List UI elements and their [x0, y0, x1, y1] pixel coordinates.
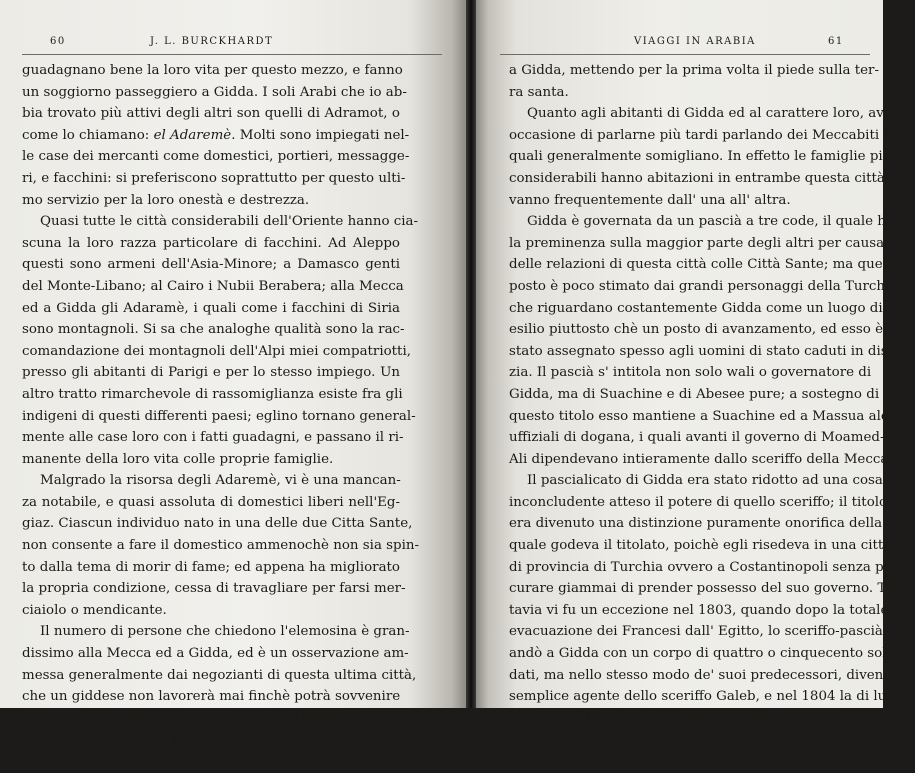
text-line: tavia vi fu un eccezione nel 1803, quando dopo la totale — [509, 602, 889, 618]
text-line: Malgrado la risorsa degli Adaremè, vi è una mancan- — [40, 473, 401, 489]
right-header-rule — [500, 54, 870, 55]
book-gutter — [466, 0, 476, 708]
text-line: che riguardano costantemente Gidda come un luogo di — [509, 300, 883, 316]
text-line: Gidda è governata da un pascià a tre code, il quale ha — [527, 214, 894, 230]
text-line-segment: . Molti sono impiegati nel- — [231, 127, 410, 143]
text-line: quali generalmente somigliano. In effetto le famiglie più — [509, 149, 892, 165]
text-line: altro tratto rimarchevole di rassomiglianza esiste fra gli — [22, 386, 403, 402]
text-line: dissimo alla Mecca ed a Gidda, ed è un osservazione am- — [22, 646, 409, 662]
text-line: antichi pascià di Gidda e della Mecca. — [509, 732, 768, 748]
text-line: Il pascialicato di Gidda era stato ridotto ad una cosa — [527, 473, 883, 489]
right-text-block — [509, 60, 915, 751]
text-line: zia. Il pascià s' intitola non solo wali o governatore di — [509, 365, 872, 381]
text-line: Quasi tutte le città considerabili dell'Oriente hanno cia- — [40, 214, 419, 230]
left-running-header — [20, 36, 450, 50]
text-line: cere di esercitare la carità nel momento nel quale sbarcano — [22, 754, 428, 769]
text-line: to dalla tema di morir di fame; ed appena ha migliorato — [22, 559, 400, 575]
text-line: andò a Gidda con un corpo di quattro o cinquecento sol- — [509, 646, 892, 662]
left-running-head: J. L. BURCKHARDT — [150, 36, 274, 47]
text-line: guadagnano bene la loro vita per questo mezzo, e fanno — [22, 63, 403, 78]
text-line: bia trovato più attivi degli altri son quelli di Adramot, o — [22, 106, 400, 122]
text-line: inconcludente atteso il potere di quello sceriffo; il titolo — [509, 494, 888, 510]
text-line: la propria condizione, cessa di travagliare per farsi mer- — [22, 581, 406, 597]
text-line: stato assegnato spesso agli uomini di stato caduti in disgra- — [509, 343, 915, 359]
text-line: manente della loro vita colle proprie famiglie. — [22, 451, 334, 467]
text-line: presso gli abitanti di Parigi e per lo stesso impiego. Un — [22, 365, 400, 381]
right-page-number: 61 — [828, 36, 844, 47]
right-running-header — [496, 36, 876, 50]
text-line: che un giddese non lavorerà mai finchè potrà sovvenire — [22, 689, 401, 705]
left-header-rule — [22, 54, 442, 55]
text-line: ciaiolo o mendicante. — [22, 602, 167, 618]
text-line: considerabili hanno abitazioni in entrambe questa città e — [509, 170, 898, 186]
text-line: mo servizio per la loro onestà e destrezza. — [22, 192, 310, 208]
text-line: esilio piuttosto chè un posto di avanzamento, ed esso è — [509, 322, 884, 338]
text-line: questo titolo esso mantiene a Suachine ed a Massua alcuni — [509, 408, 910, 424]
text-line: messa generalmente dai negozianti di questa ultima città, — [22, 667, 417, 683]
text-line: le case dei mercanti come domestici, portieri, messagge- — [22, 149, 410, 165]
text-line: scuna la loro razza particolare di facchini. Ad Aleppo — [22, 235, 400, 251]
text-line: indigeni di questi differenti paesi; eglino tornano general- — [22, 408, 416, 424]
text-line: ri, e facchini: si preferiscono soprattutto per questo ulti- — [22, 170, 406, 186]
text-line: za notabile, e quasi assoluta di domestici liberi nell'Eg- — [22, 494, 400, 510]
text-line: ra santa. — [509, 84, 569, 100]
text-line: posto è poco stimato dai grandi personaggi della Turchia, — [509, 278, 902, 294]
text-line: ai suoi bisogni mendicando. Il mendicantismo riceve gran- — [22, 710, 419, 726]
text-line: di provincia di Turchia ovvero a Costantinopoli senza pro- — [509, 559, 903, 575]
italic-term: el Adaremè — [153, 127, 232, 143]
text-line: uffiziali di dogana, i quali avanti il governo di Moamed- — [509, 430, 885, 446]
text-line: dati, ma nello stesso modo de' suoi predecessori, divenne — [509, 667, 900, 683]
left-page-number: 60 — [50, 36, 66, 47]
text-line: vanno frequentemente dall' una all' altra. — [509, 192, 791, 208]
text-line: quale godeva il titolato, poichè egli risedeva in una città — [509, 538, 892, 554]
text-line: del Monte-Libano; al Cairo i Nubii Berabera; alla Mecca — [22, 278, 404, 294]
text-line: giaz. Ciascun individuo nato in una delle due Citta Sante, — [22, 516, 413, 532]
text-line: Quanto agli abitanti di Gidda ed al carattere loro, avrò — [527, 106, 899, 122]
text-line: un soggiorno passeggiero a Gidda. I soli Arabi che io ab- — [22, 84, 407, 100]
left-text-block — [22, 60, 428, 773]
text-line-segment: come lo chiamano: — [22, 127, 154, 143]
text-line: curare giammai di prender possesso del suo governo. Tut- — [509, 581, 905, 597]
text-line: Gidda, ma di Suachine e di Abesee pure; a sostegno di — [509, 386, 880, 402]
text-line — [22, 125, 410, 147]
text-line: a Gidda, mettendo per la prima volta il piede sulla ter- — [509, 63, 879, 78]
text-line: evacuazione dei Francesi dall' Egitto, lo sceriffo-pascià — [509, 624, 883, 640]
right-running-head: VIAGGI IN ARABIA — [634, 36, 756, 47]
text-line: semplice agente dello sceriffo Galeb, e nel 1804 la di lui — [509, 689, 891, 705]
text-line: era divenuto una distinzione puramente onorifica della — [509, 516, 883, 532]
text-line: questi sono armeni dell'Asia-Minore; a Damasco genti — [22, 257, 400, 273]
text-line: Il numero di persone che chiedono l'elemosina è gran- — [40, 624, 410, 640]
text-line: mente alle case loro con i fatti guadagni, e passano il ri- — [22, 430, 404, 446]
text-line: non consente a fare il domestico ammenochè non sia spin- — [22, 538, 420, 554]
text-line: sono montagnoli. Si sa che analoghe qualità sono la rac- — [22, 322, 405, 338]
text-line: ed a Gidda gli Adaramè, i quali come i facchini di Siria — [22, 300, 400, 316]
text-line: carriera fu terminata da morte subitanea; destino di molti — [509, 710, 904, 726]
text-line: di incoraggimenti dai pellegrini i quali hanno molto pia- — [22, 732, 402, 748]
text-line: delle relazioni di questa città colle Città Sante; ma questo — [509, 257, 903, 273]
text-line: occasione di parlarne più tardi parlando dei Meccabiti ai — [509, 127, 896, 143]
text-line: la preminenza sulla maggior parte degli altri per causa — [509, 235, 885, 251]
text-line: comandazione dei montagnoli dell'Alpi miei compatriotti, — [22, 343, 411, 359]
right-page — [476, 0, 915, 748]
text-line: Ali dipendevano intieramente dallo sceriffo della Mecca. — [509, 451, 893, 467]
